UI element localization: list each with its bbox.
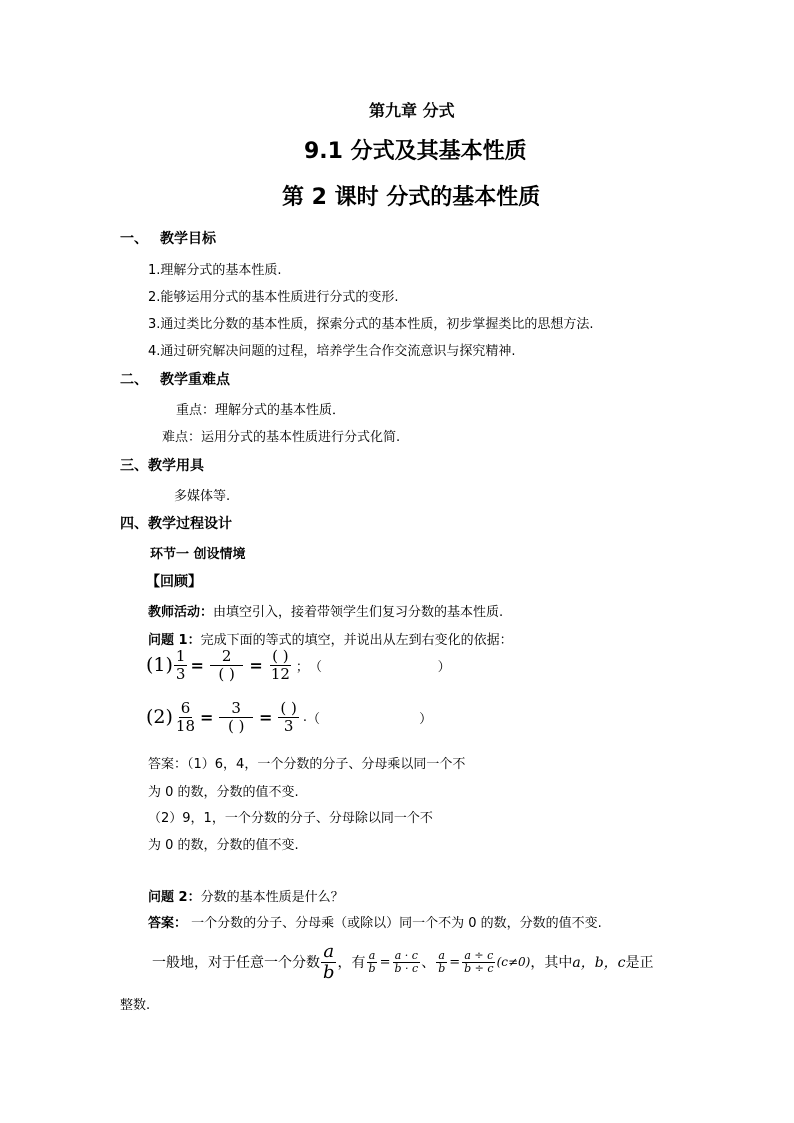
fraction: $\frac{3}{( )}$ [219,700,253,734]
answer-1-line-2: 为 0 的数，分数的值不变. [148,785,299,800]
equals-sign: = [379,954,391,970]
q1-text: 完成下面的等式的填空，并说出从左到右变化的依据： [200,633,513,648]
eq2-separator: . [302,709,307,725]
ans-label: 答案： [148,916,188,931]
teacher-label: 教师活动： [148,605,214,620]
eq1-separator: ； [295,659,309,675]
fraction: $\frac{( )}{12}$ [270,647,290,683]
general-mid: ，有 [337,955,366,972]
fraction: $\frac{a}{b}$ [438,948,446,975]
key-focus: 重点：理解分式的基本性质． [176,403,346,418]
objective-item: 3.通过类比分数的基本性质，探索分式的基本性质，初步掌握类比的思想方法. [148,317,594,332]
question-2 [148,886,344,905]
answer-2-line-1: （2）9，1，一个分数的分子、分母除以同一个不 [148,811,433,826]
condition: (c≠0) [496,955,531,970]
teacher-activity [148,601,503,620]
equals-sign: = [258,707,273,727]
process-heading: 四、教学过程设计 [120,516,232,532]
objectives-heading-num: 一、 [120,231,148,247]
fraction: $\frac{a}{b}$ [323,941,335,983]
general-pre: 一般地，对于任意一个分数 [152,955,320,972]
fraction: $\frac{a \div c}{b \div c}$ [464,948,494,975]
fraction: $\frac{a \cdot c}{b \cdot c}$ [394,948,419,975]
lesson-title: 第 2 课时 分式的基本性质 [282,185,541,210]
objective-item: 1.理解分式的基本性质. [148,263,282,278]
ans-text: 一个分数的分子、分母乘（或除以）同一个不为 0 的数，分数的值不变. [187,916,602,931]
q1-label: 问题 1： [148,633,201,648]
equals-sign: = [249,655,263,675]
objective-item: 2.能够运用分式的基本性质进行分式的变形. [148,290,399,305]
equation-2 [146,700,432,734]
eq1-reason-blank: （ ） [308,659,451,675]
keypoints-heading: 教学重难点 [160,372,230,388]
keypoints-heading-num: 二、 [120,372,148,388]
eq2-reason-blank: （ ） [307,711,433,727]
chapter-title: 第九章 分式 [369,101,455,120]
answer-2-line-2: 为 0 的数，分数的值不变. [148,838,299,853]
fraction: $\frac{2}{( )}$ [210,648,244,682]
general-end: 是正 [625,955,654,972]
fraction: $\frac{6}{18}$ [175,699,196,735]
answer-property [148,912,602,931]
stage-title: 环节一 创设情境 [150,547,246,562]
general-post: ，其中 [530,955,573,972]
eq1-index: (1) [146,654,173,676]
objective-item: 4.通过研究解决问题的过程，培养学生合作交流意识与探究精神. [148,344,516,359]
tools-heading: 三、教学用具 [120,458,204,474]
answer-1-line-1: 答案：（1）6，4，一个分数的分子、分母乘以同一个不 [148,757,466,772]
general-statement [152,942,654,983]
section-title: 9.1 分式及其基本性质 [304,139,527,164]
key-difficulty: 难点：运用分式的基本性质进行分式化简. [162,430,401,445]
general-separator: 、 [421,955,436,972]
general-vars: a，b，c [572,955,626,972]
q2-label: 问题 2： [148,890,201,905]
equation-1 [146,648,451,682]
question-1 [148,629,513,648]
equals-sign: = [200,707,214,727]
review-label: 【回顾】 [146,574,202,590]
q2-text: 分数的基本性质是什么？ [200,890,344,905]
tools-text: 多媒体等. [174,489,231,504]
fraction: $\frac{a}{b}$ [368,948,376,975]
fraction: $\frac{( )}{3}$ [280,699,297,735]
fraction: $\frac{1}{3}$ [175,647,186,683]
objectives-heading: 教学目标 [160,231,216,247]
teacher-text: 由填空引入，接着带领学生们复习分数的基本性质. [213,605,504,620]
general-statement-end: 整数. [120,998,151,1013]
equals-sign: = [190,655,204,675]
eq2-index: (2) [146,706,173,728]
equals-sign: = [449,954,461,970]
